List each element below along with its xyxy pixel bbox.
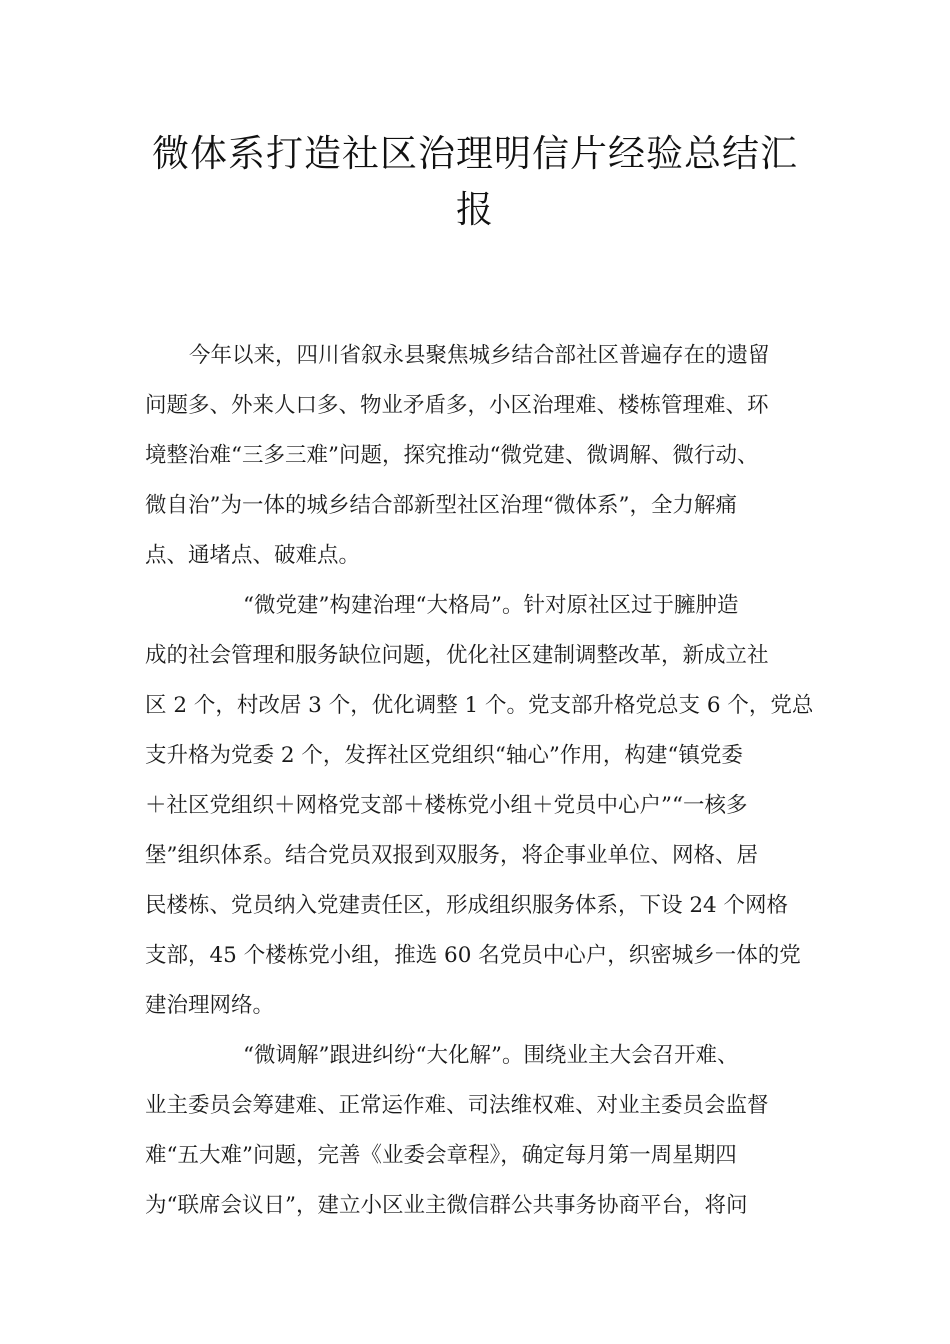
title-line: 微体系打造社区治理明信片经验总结汇 [152,132,798,175]
text-line: ＋社区党组织＋网格党支部＋楼栋党小组＋党员中心户”“一核多 [145,793,748,818]
paragraph-intro [145,331,811,581]
text-line: 业主委员会筹建难、正常运作难、司法维权难、对业主委员会监督 [145,1093,769,1118]
text-line: 微自治”为一体的城乡结合部新型社区治理“微体系”，全力解痛 [145,493,737,518]
text-line: 建治理网络。 [145,993,275,1018]
text-line: 境整治难“三多三难”问题，探究推动“微党建、微调解、微行动、 [145,443,759,468]
text-line: 为“联席会议日”，建立小区业主微信群公共事务协商平台，将问 [145,1193,748,1218]
text-line: 支部，45 个楼栋党小组，推选 60 名党员中心户，织密城乡一体的党 [145,943,801,968]
text-line: 问题多、外来人口多、物业矛盾多，小区治理难、楼栋管理难、环 [145,393,769,418]
document-title [140,126,810,238]
text-line: 支升格为党委 2 个，发挥社区党组织“轴心”作用，构建“镇党委 [145,743,743,768]
text-line: 区 2 个，村改居 3 个，优化调整 1 个。党支部升格党总支 6 个，党总 [145,693,814,718]
text-line: “微调解”跟进纠纷“大化解”。围绕业主大会召开难、 [243,1043,739,1068]
text-line: 点、通堵点、破难点。 [145,543,361,568]
paragraph-mediation [145,1031,811,1231]
text-line: 堡”组织体系。结合党员双报到双服务，将企事业单位、网格、居 [145,843,758,868]
document-body [145,331,814,1231]
text-line: “微党建”构建治理“大格局”。针对原社区过于臃肿造 [243,593,739,618]
title-line: 报 [456,188,494,231]
paragraph-party-building [145,581,814,1031]
text-line: 今年以来，四川省叙永县聚焦城乡结合部社区普遍存在的遗留 [189,343,770,368]
text-line: 难“五大难”问题，完善《业委会章程》，确定每月第一周星期四 [145,1143,737,1168]
text-line: 民楼栋、党员纳入党建责任区，形成组织服务体系，下设 24 个网格 [145,893,789,918]
text-line: 成的社会管理和服务缺位问题，优化社区建制调整改革，新成立社 [145,643,769,668]
